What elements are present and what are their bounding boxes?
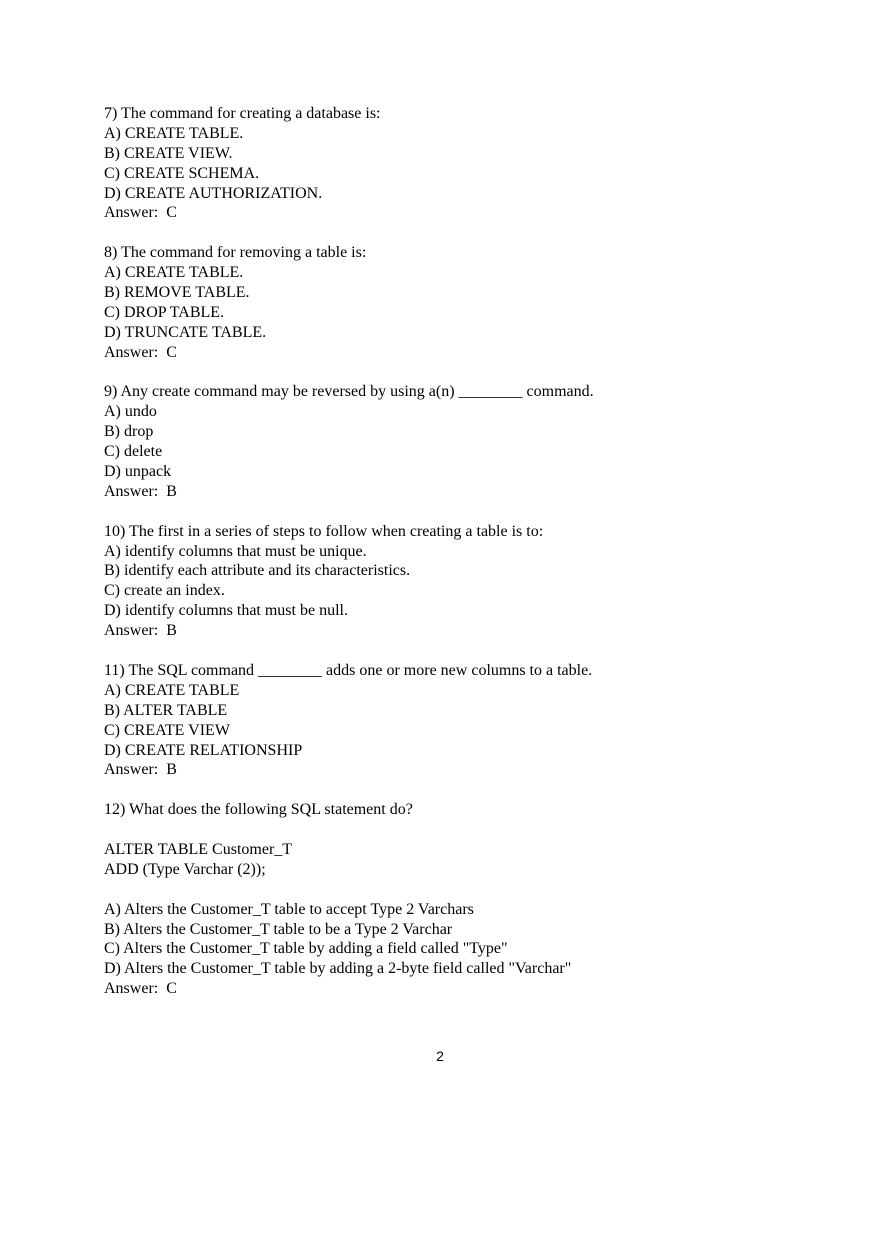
question-prompt: 10) The first in a series of steps to follow when creating a table is to: xyxy=(104,522,544,540)
question-11 xyxy=(104,661,824,780)
option-c: C) create an index. xyxy=(104,582,225,600)
option-a: A) identify columns that must be unique. xyxy=(104,542,367,560)
option-a: A) CREATE TABLE. xyxy=(104,124,244,142)
code-line: ALTER TABLE Customer_T xyxy=(104,840,293,858)
code-line: ADD (Type Varchar (2)); xyxy=(104,860,266,878)
question-12 xyxy=(104,800,824,999)
option-b: B) Alters the Customer_T table to be a Type 2 Varchar xyxy=(104,920,453,938)
option-a: A) undo xyxy=(104,403,157,421)
answer: Answer: C xyxy=(104,343,177,361)
option-b: B) identify each attribute and its characteristics. xyxy=(104,562,411,580)
option-a: A) CREATE TABLE xyxy=(104,681,240,699)
option-c: C) DROP TABLE. xyxy=(104,303,225,321)
option-d: D) identify columns that must be null. xyxy=(104,602,348,620)
option-c: C) Alters the Customer_T table by adding a field called "Type" xyxy=(104,940,508,958)
question-9 xyxy=(104,382,824,501)
answer: Answer: B xyxy=(104,622,177,640)
answer: Answer: C xyxy=(104,204,177,222)
question-7 xyxy=(104,104,824,223)
answer: Answer: C xyxy=(104,980,177,998)
option-d: D) unpack xyxy=(104,463,172,481)
option-d: D) CREATE AUTHORIZATION. xyxy=(104,184,323,202)
option-b: B) drop xyxy=(104,423,154,441)
option-a: A) CREATE TABLE. xyxy=(104,264,244,282)
answer: Answer: B xyxy=(104,482,177,500)
answer: Answer: B xyxy=(104,761,177,779)
question-prompt: 9) Any create command may be reversed by using a(n) ________ command. xyxy=(104,383,594,401)
sql-code-block xyxy=(104,840,824,880)
question-10 xyxy=(104,522,824,641)
option-d: D) Alters the Customer_T table by adding a 2-byte field called "Varchar" xyxy=(104,960,572,978)
option-c: C) CREATE VIEW xyxy=(104,721,230,739)
option-b: B) ALTER TABLE xyxy=(104,701,228,719)
question-list xyxy=(104,104,824,1019)
option-a: A) Alters the Customer_T table to accept Type 2 Varchars xyxy=(104,900,474,918)
page-number: 2 xyxy=(436,1048,444,1064)
option-c: C) CREATE SCHEMA. xyxy=(104,164,260,182)
option-b: B) CREATE VIEW. xyxy=(104,144,233,162)
question-8 xyxy=(104,243,824,362)
option-b: B) REMOVE TABLE. xyxy=(104,284,250,302)
question-prompt: 7) The command for creating a database is: xyxy=(104,105,381,122)
option-d: D) TRUNCATE TABLE. xyxy=(104,323,267,341)
option-d: D) CREATE RELATIONSHIP xyxy=(104,741,303,759)
question-prompt: 12) What does the following SQL statement do? xyxy=(104,801,413,819)
question-prompt: 11) The SQL command ________ adds one or more new columns to a table. xyxy=(104,661,593,679)
option-c: C) delete xyxy=(104,443,163,461)
question-prompt: 8) The command for removing a table is: xyxy=(104,244,367,262)
